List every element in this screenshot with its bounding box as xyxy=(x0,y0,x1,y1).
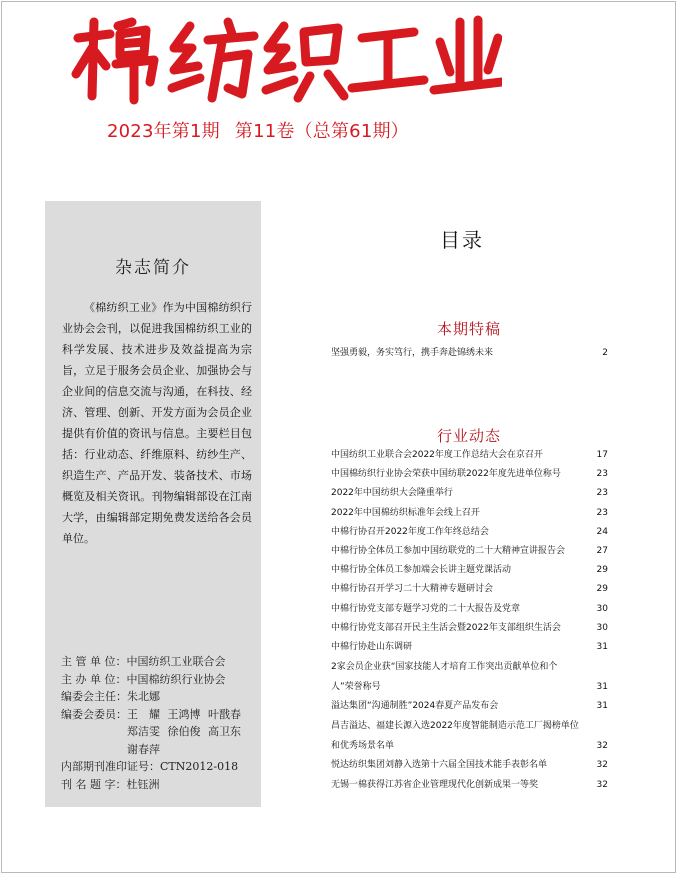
toc-item-title: 坚强勇毅，务实笃行，携手奔赴锦绣未来 xyxy=(331,348,494,358)
toc-item[interactable] xyxy=(331,580,608,599)
toc-item-page: 31 xyxy=(596,642,608,653)
toc-item-page: 31 xyxy=(596,682,608,693)
credit-label: 刊 名 题 字： xyxy=(61,777,127,791)
toc-item[interactable] xyxy=(331,484,608,503)
credit-value: 中国纺织工业联合会 xyxy=(126,655,226,668)
toc-item-page: 29 xyxy=(596,584,608,595)
credit-members xyxy=(61,706,261,759)
credit-value: 中国棉纺织行业协会 xyxy=(126,672,226,686)
member-name: 叶戬春 xyxy=(208,707,241,721)
credit-supervisor xyxy=(61,653,261,671)
credit-label: 主 办 单 位： xyxy=(61,672,127,686)
toc-item[interactable] xyxy=(331,776,608,795)
toc-item-title: 中棉行协全体员工参加端会长讲主题党课活动 xyxy=(331,565,512,576)
toc-item-page: 23 xyxy=(596,469,608,480)
toc-item-title: 2022年中国棉纺织标准年会线上召开 xyxy=(331,507,480,518)
toc-item[interactable] xyxy=(331,716,608,756)
toc-item[interactable] xyxy=(331,600,608,619)
masthead-calligraphy-logo xyxy=(62,8,502,108)
credit-value: 杜钰洲 xyxy=(126,777,160,791)
credits xyxy=(61,653,261,793)
toc-item-page: 2 xyxy=(602,348,608,358)
committee-members xyxy=(127,706,255,759)
toc-item-title: 中国纺织工业联合会2022年度工作总结大会在京召开 xyxy=(331,450,543,460)
intro-title: 杂志简介 xyxy=(115,258,191,278)
toc-item[interactable] xyxy=(331,523,608,542)
toc-item-title: 中棉行协党支部专题学习党的二十大报告及党章 xyxy=(331,603,521,614)
member-name: 徐伯俊 xyxy=(167,725,201,738)
toc-item[interactable] xyxy=(331,756,608,775)
issue-line xyxy=(107,117,409,143)
toc-item-title: 悦达纺织集团刘静入选第十六届全国技术能手表彰名单 xyxy=(331,760,548,771)
intro-text: 《棉纺织工业》作为中国棉纺织行业协会会刊，以促进我国棉纺织工业的科学发展、技术进步及效益提高为宗旨，立足于服务会员企业、加强协会与企业间的信息交流与沟通，在科技、经济、管理、创新、开发方面为会员企业提供有价值的资讯与信息。主要栏目包括：行业动态、纤维原料、纺纱生产、织造生产、产品开发、装备技术、市场概览及相关资讯。刊物编辑部设在江南大学，由编辑部定期免费发送给各会员单位。 xyxy=(62,301,252,545)
toc-item[interactable] xyxy=(331,561,608,580)
toc-item-title: 中棉行协党支部召开民主生活会暨2022年支部组织生活会 xyxy=(331,622,561,633)
toc-item-title: 无锡一棉获得江苏省企业管理现代化创新成果一等奖 xyxy=(331,779,539,790)
section-title-special: 本期特稿 xyxy=(437,320,502,338)
toc-item-title: 2家会员企业获“国家技能人才培育工作突出贡献单位和个人”荣誉称号 xyxy=(331,662,558,693)
toc-item-page: 29 xyxy=(596,565,608,576)
credit-label: 内部期刊准印证号： xyxy=(61,760,160,773)
credit-permit xyxy=(61,758,261,776)
volume-number: 第11卷（总第61期） xyxy=(234,121,409,142)
toc-item-page: 23 xyxy=(596,507,608,518)
member-name: 王鸿博 xyxy=(167,707,201,721)
toc-item-title: 中棉行协赴山东调研 xyxy=(331,642,413,653)
member-name: 高卫东 xyxy=(208,725,241,738)
credit-label: 编委会主任： xyxy=(61,690,127,703)
credit-calligraphy xyxy=(61,776,261,794)
toc-item-page: 31 xyxy=(596,701,608,712)
credit-value: CTN2012-018 xyxy=(160,760,239,773)
toc-heading: 目录 xyxy=(440,228,484,252)
toc-item-title: 中棉行协全体员工参加中国纺联党的二十大精神宣讲报告会 xyxy=(331,546,566,557)
toc-item[interactable] xyxy=(331,657,608,697)
section-title-news: 行业动态 xyxy=(437,427,502,445)
toc-item[interactable] xyxy=(331,697,608,716)
masthead xyxy=(62,8,502,108)
toc-item-page: 32 xyxy=(596,741,608,752)
toc-item-page: 30 xyxy=(596,603,608,614)
toc-item-title: 2022年中国纺织大会隆重举行 xyxy=(331,488,453,499)
toc-item-page: 32 xyxy=(596,779,608,790)
toc-item-title: 中棉行协召开2022年度工作年终总结会 xyxy=(331,526,489,537)
member-name: 谢春萍 xyxy=(127,742,160,756)
toc-item[interactable] xyxy=(331,344,608,363)
member-name: 郑洁雯 xyxy=(127,725,160,738)
toc-item[interactable] xyxy=(331,504,608,523)
toc-list-news xyxy=(331,446,608,795)
credit-sponsor xyxy=(61,671,261,689)
toc-item[interactable] xyxy=(331,542,608,561)
toc-item[interactable] xyxy=(331,638,608,657)
credit-value: 朱北娜 xyxy=(127,690,160,703)
toc-item-page: 24 xyxy=(596,526,608,537)
toc-item-page: 17 xyxy=(596,450,608,460)
toc-item-page: 32 xyxy=(596,760,608,771)
credit-label: 主 管 单 位： xyxy=(61,655,127,668)
toc-item-title: 中棉行协召开学习二十大精神专题研讨会 xyxy=(331,584,494,595)
magazine-intro-panel xyxy=(45,201,261,807)
issue-number: 2023年第1期 xyxy=(107,121,220,142)
toc-item-title: 溢达集团“沟通制胜”2024春夏产品发布会 xyxy=(331,701,499,712)
toc-item-title: 中国棉纺织行业协会荣获中国纺联2022年度先进单位称号 xyxy=(331,469,561,480)
credit-label: 编委会委员： xyxy=(61,707,127,721)
credit-editor xyxy=(61,688,261,706)
member-name: 王 耀 xyxy=(127,707,160,721)
toc-item[interactable] xyxy=(331,465,608,484)
toc-item[interactable] xyxy=(331,619,608,638)
toc-item[interactable] xyxy=(331,446,608,465)
toc-item-page: 27 xyxy=(596,546,608,557)
toc-item-page: 23 xyxy=(596,488,608,499)
toc-item-page: 30 xyxy=(596,622,608,633)
toc-list-special xyxy=(331,344,608,363)
toc-item-title: 昌吉溢达、福建长源入选2022年度智能制造示范工厂揭榜单位和优秀场景名单 xyxy=(331,721,579,752)
